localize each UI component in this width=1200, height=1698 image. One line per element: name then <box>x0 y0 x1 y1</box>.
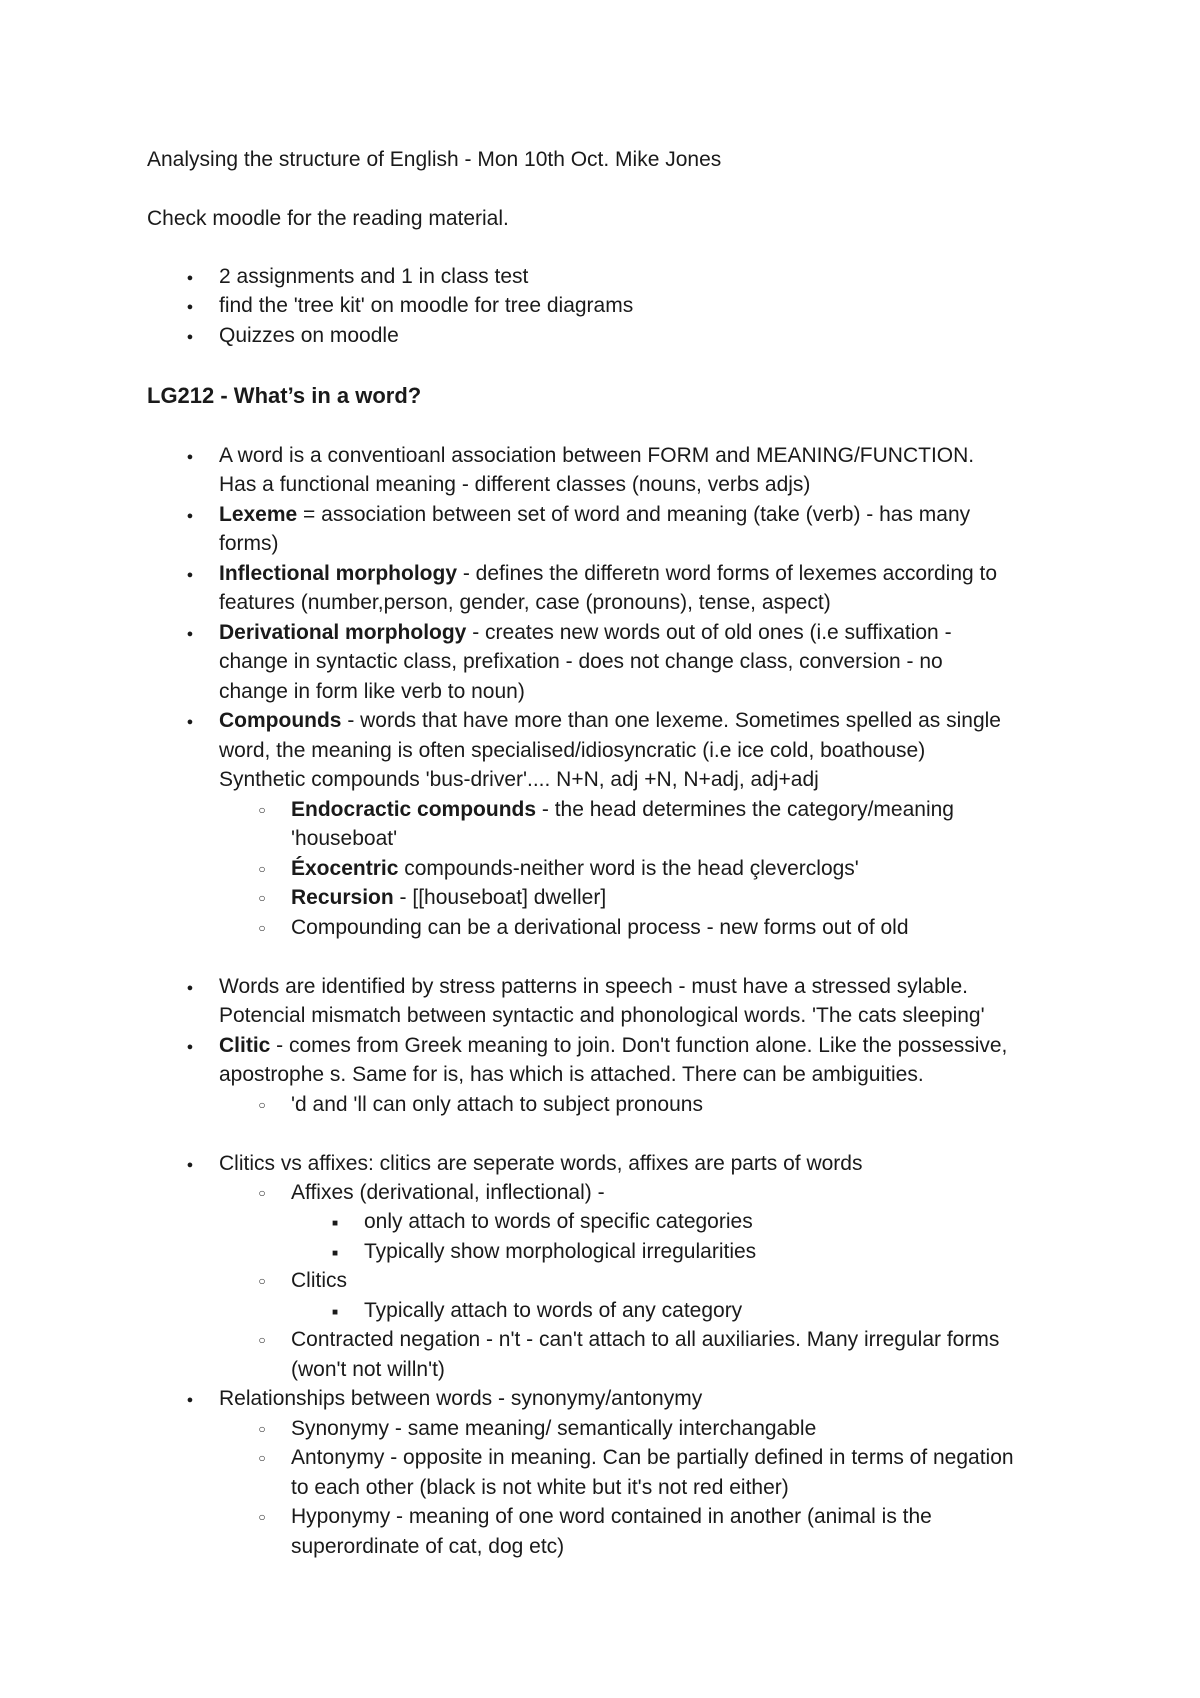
term-desc: - the head determines the category/meaning <box>536 798 954 821</box>
bullet-circle-icon <box>252 1502 272 1532</box>
bullet-disc-icon <box>180 500 200 531</box>
term-desc: - comes from Greek meaning to join. Don't function alone. Like the possessive, <box>270 1034 1008 1057</box>
bullet-circle-icon <box>252 854 272 884</box>
bullet-circle-icon <box>252 1443 272 1473</box>
list-item-line: A word is a conventioanl association between FORM and MEANING/FUNCTION. <box>219 444 975 467</box>
list-item-line <box>219 559 997 588</box>
bullet-disc-icon <box>180 618 200 649</box>
bullet-disc-icon <box>180 1149 200 1180</box>
list-item-line: Words are identified by stress patterns in speech - must have a stressed sylable. <box>219 975 968 998</box>
bullet-square-icon <box>325 1237 345 1268</box>
list-item-line <box>219 618 952 647</box>
bullet-circle-icon <box>252 883 272 913</box>
bullet-circle-icon <box>252 1090 272 1120</box>
bullet-disc-icon <box>180 706 200 737</box>
list-item-line: Antonymy - opposite in meaning. Can be partially defined in terms of negation <box>291 1446 1014 1469</box>
term: Derivational morphology <box>219 621 467 644</box>
list-item-line: Compounding can be a derivational process - new forms out of old <box>291 916 909 939</box>
term-desc: - defines the differetn word forms of lexemes according to <box>457 562 998 585</box>
list-item-line: Contracted negation - n't - can't attach to all auxiliaries. Many irregular forms <box>291 1328 1000 1351</box>
intro-bullet: Quizzes on moodle <box>219 324 399 347</box>
list-item-line: 'houseboat' <box>291 827 398 850</box>
moodle-note: Check moodle for the reading material. <box>147 207 509 230</box>
bullet-circle-icon <box>252 1325 272 1355</box>
term-desc: = association between set of word and meaning (take (verb) - has many <box>297 503 971 526</box>
bullet-disc-icon <box>180 321 200 352</box>
intro-bullet: find the 'tree kit' on moodle for tree diagrams <box>219 294 634 317</box>
list-item-line: word, the meaning is often specialised/idiosyncratic (i.e ice cold, boathouse) <box>219 739 926 762</box>
bullet-circle-icon <box>252 1414 272 1444</box>
list-item-line: (won't not willn't) <box>291 1358 445 1381</box>
list-item-line <box>219 1031 1007 1060</box>
term-desc: - creates new words out of old ones (i.e suffixation - <box>466 621 952 644</box>
term: Recursion <box>291 886 394 909</box>
list-item-line: Affixes (derivational, inflectional) - <box>291 1181 605 1204</box>
bullet-square-icon <box>325 1296 345 1327</box>
list-item-line: Typically show morphological irregularities <box>364 1240 757 1263</box>
bullet-square-icon <box>325 1207 345 1238</box>
term-desc: - words that have more than one lexeme. Sometimes spelled as single <box>341 709 1001 732</box>
term: Inflectional morphology <box>219 562 458 585</box>
list-item-line: Clitics <box>291 1269 347 1292</box>
list-item-line: forms) <box>219 532 279 555</box>
list-item-line: superordinate of cat, dog etc) <box>291 1535 565 1558</box>
list-item-line <box>291 883 606 912</box>
bullet-disc-icon <box>180 1031 200 1062</box>
term: Lexeme <box>219 503 298 526</box>
bullet-circle-icon <box>252 913 272 943</box>
list-item-line <box>219 706 1001 735</box>
list-item-line: Hyponymy - meaning of one word contained in another (animal is the <box>291 1505 932 1528</box>
list-item-line: Relationships between words - synonymy/antonymy <box>219 1387 703 1410</box>
list-item-line: Synthetic compounds 'bus-driver'.... N+N, adj +N, N+adj, adj+adj <box>219 768 819 791</box>
list-item-line: 'd and 'll can only attach to subject pronouns <box>291 1093 703 1116</box>
list-item-line: to each other (black is not white but it's not red either) <box>291 1476 789 1499</box>
list-item-line: Clitics vs affixes: clitics are seperate words, affixes are parts of words <box>219 1152 863 1175</box>
bullet-disc-icon <box>180 559 200 590</box>
list-item-line: Synonymy - same meaning/ semantically interchangable <box>291 1417 817 1440</box>
bullet-circle-icon <box>252 795 272 825</box>
bullet-circle-icon <box>252 1266 272 1296</box>
title-line: Analysing the structure of English - Mon 10th Oct. Mike Jones <box>147 148 722 171</box>
term: Compounds <box>219 709 342 732</box>
bullet-disc-icon <box>180 291 200 322</box>
bullet-disc-icon <box>180 1384 200 1415</box>
list-item-line: features (number,person, gender, case (pronouns), tense, aspect) <box>219 591 831 614</box>
section-heading: LG212 - What’s in a word? <box>147 383 422 408</box>
bullet-disc-icon <box>180 262 200 293</box>
bullet-disc-icon <box>180 441 200 472</box>
list-item-line: change in form like verb to noun) <box>219 680 525 703</box>
intro-bullet: 2 assignments and 1 in class test <box>219 265 529 288</box>
list-item-line: Typically attach to words of any category <box>364 1299 743 1322</box>
term: Endocractic compounds <box>291 798 537 821</box>
bullet-disc-icon <box>180 972 200 1003</box>
list-item-line: only attach to words of specific categories <box>364 1210 753 1233</box>
list-item-line <box>291 854 859 883</box>
list-item-line <box>219 500 970 529</box>
list-item-line: change in syntactic class, prefixation - does not change class, conversion - no <box>219 650 943 673</box>
list-item-line: apostrophe s. Same for is, has which is attached. There can be ambiguities. <box>219 1063 924 1086</box>
list-item-line: Potencial mismatch between syntactic and phonological words. 'The cats sleeping' <box>219 1004 985 1027</box>
list-item-line <box>291 795 954 824</box>
list-item-line: Has a functional meaning - different classes (nouns, verbs adjs) <box>219 473 811 496</box>
term: Clitic <box>219 1034 271 1057</box>
term: Éxocentric <box>291 857 399 880</box>
bullet-circle-icon <box>252 1178 272 1208</box>
term-desc: compounds-neither word is the head çleverclogs' <box>398 857 859 880</box>
term-desc: - [[houseboat] dweller] <box>393 886 607 909</box>
